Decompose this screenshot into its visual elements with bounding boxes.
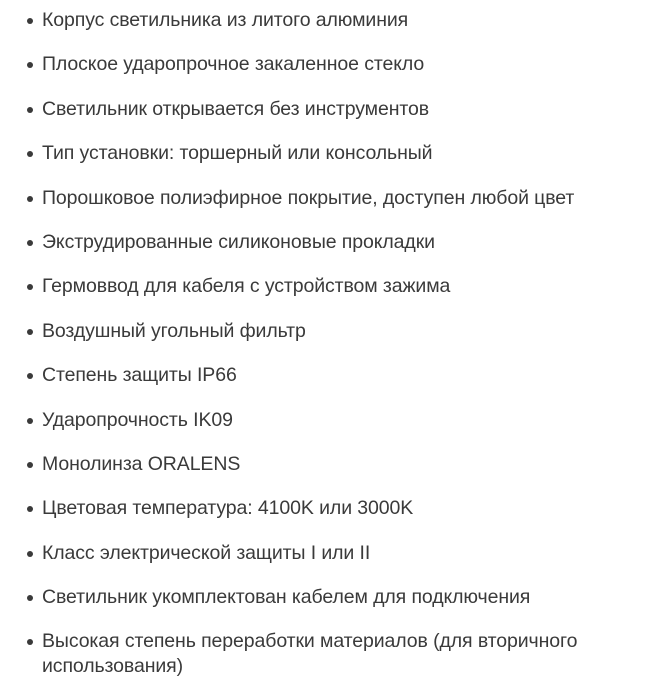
list-item-text: Плоское ударопрочное закаленное стекло xyxy=(42,53,425,76)
list-item-text: Экструдированные силиконовые прокладки xyxy=(42,230,435,253)
list-item-text: Воздушный угольный фильтр xyxy=(42,319,306,342)
list-item xyxy=(24,452,624,477)
bullet-icon xyxy=(27,62,33,68)
bullet-icon xyxy=(27,373,33,379)
list-item xyxy=(24,8,624,33)
list-item xyxy=(24,363,624,388)
list-item-text: Класс электрической защиты I или II xyxy=(42,541,371,564)
list-item xyxy=(24,230,624,255)
bullet-icon xyxy=(27,240,33,246)
list-item-text: Высокая степень переработки материалов (для вторичного использования) xyxy=(42,630,578,678)
bullet-icon xyxy=(27,462,33,468)
list-item xyxy=(24,274,624,299)
list-item-text: Степень защиты IP66 xyxy=(42,364,237,387)
list-item-text: Порошковое полиэфирное покрытие, доступен любой цвет xyxy=(42,186,575,209)
list-item-text: Ударопрочность IK09 xyxy=(42,408,233,431)
bullet-icon xyxy=(27,196,33,202)
list-item xyxy=(24,585,624,610)
list-item-text: Монолинза ORALENS xyxy=(42,452,241,475)
list-item xyxy=(24,52,624,77)
bullet-icon xyxy=(27,551,33,557)
feature-list xyxy=(24,8,624,679)
list-item-text: Корпус светильника из литого алюминия xyxy=(42,9,409,31)
bullet-icon xyxy=(27,506,33,512)
list-item-text: Светильник открывается без инструментов xyxy=(42,97,430,120)
bullet-icon xyxy=(27,107,33,113)
bullet-icon xyxy=(27,284,33,290)
list-item xyxy=(24,186,624,211)
list-item-text: Гермоввод для кабеля с устройством зажима xyxy=(42,275,451,298)
list-item-text: Цветовая температура: 4100K или 3000K xyxy=(42,497,414,520)
bullet-icon xyxy=(27,595,33,601)
bullet-icon xyxy=(27,418,33,424)
list-item xyxy=(24,629,624,679)
list-item xyxy=(24,541,624,566)
list-item xyxy=(24,141,624,166)
list-item xyxy=(24,319,624,344)
bullet-icon xyxy=(27,18,33,24)
list-item xyxy=(24,408,624,433)
list-item xyxy=(24,496,624,521)
list-item-text: Тип установки: торшерный или консольный xyxy=(42,142,433,165)
list-item xyxy=(24,97,624,122)
bullet-icon xyxy=(27,639,33,645)
bullet-icon xyxy=(27,329,33,335)
list-item-text: Светильник укомплектован кабелем для подключения xyxy=(42,586,531,609)
bullet-icon xyxy=(27,151,33,157)
